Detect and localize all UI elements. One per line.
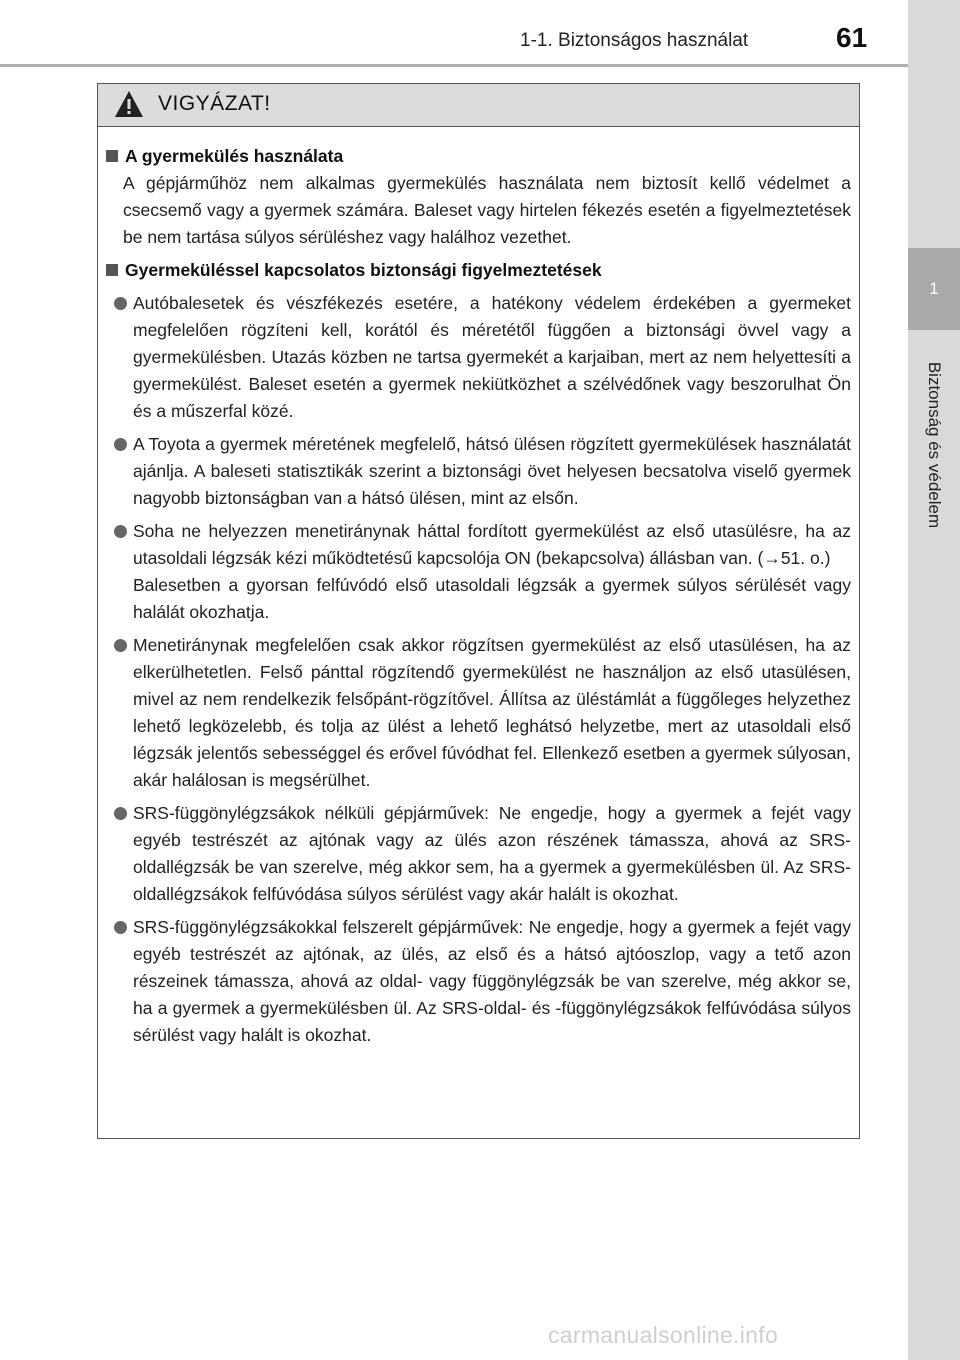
section-heading	[106, 257, 851, 284]
list-item	[114, 518, 851, 626]
warning-triangle-icon	[114, 90, 144, 118]
list-item-text: Balesetben a gyorsan felfúvódó első utasoldali légzsák a gyermek súlyos sérülését vagy halálát okozhatja.	[133, 575, 851, 622]
section-child-safety-warnings	[106, 257, 851, 1049]
circle-bullet-icon	[114, 438, 127, 451]
running-header-title: 1-1. Biztonságos használat	[520, 30, 749, 51]
section-heading-text: A gyermekülés használata	[125, 146, 344, 166]
header-divider	[0, 64, 908, 67]
section-child-seat-usage	[106, 143, 851, 251]
list-item	[114, 800, 851, 908]
warning-title: VIGYÁZAT!	[158, 92, 271, 115]
section-heading	[106, 143, 851, 170]
list-item-text: Soha ne helyezzen menetiránynak háttal fordított gyermekülést az első utasülésre, ha az utasoldali légzsák kézi működtetésű kapcsolója ON (bekapcsolva) állásban van. (→51. o.)	[133, 521, 851, 568]
side-tab-chapter-number: 1	[908, 248, 960, 330]
list-item-text: SRS-függönylégzsákok nélküli gépjárművek: Ne engedje, hogy a gyermek a fejét vagy egyéb testrészét az ajtónak vagy az ülés azon részének támassza, ahová az SRS-oldallégzsák be van szerelve, még akkor sem, ha a gyermek a gyermekülésben ül. Az SRS-oldallégzsákok felfúvódása súlyos sérülést vagy akár halált is okozhat.	[133, 803, 851, 904]
watermark: carmanualsonline.info	[548, 1322, 779, 1348]
list-item	[114, 914, 851, 1049]
side-tab-strip	[908, 0, 960, 1360]
circle-bullet-icon	[114, 921, 127, 934]
circle-bullet-icon	[114, 807, 127, 820]
list-item-text: Autóbalesetek és vészfékezés esetére, a hatékony védelem érdekében a gyermeket megfelelően rögzíteni kell, korától és méretétől függően a biztonsági övvel vagy a gyermekülésben. Utazás közben ne tartsa gyermekét a karjaiban, mert az nem helyettesíti a gyermekülést. Baleset esetén a gyermek nekiütközhet a szélvédőnek vagy beszorulhat Ön és a műszerfal közé.	[133, 293, 851, 421]
list-item-text: A Toyota a gyermek méretének megfelelő, hátsó ülésen rögzített gyermekülések használatát ajánlja. A baleseti statisztikák szerint a biztonsági övet helyesen becsatolva viselő gyermek nagyobb biztonságban van a hátsó ülésen, mint az elsőn.	[133, 434, 851, 508]
warning-content	[98, 127, 859, 1049]
square-bullet-icon	[106, 264, 118, 276]
list-item	[114, 431, 851, 512]
circle-bullet-icon	[114, 525, 127, 538]
list-item	[114, 632, 851, 794]
list-item-text: SRS-függönylégzsákokkal felszerelt gépjárművek: Ne engedje, hogy a gyermek a fejét vagy egyéb testrészét az ajtónak, az ülés, az első és a hátsó ajtóoszlop, vagy a tető azon részeinek támassza, ahová az oldal- vagy függönylégzsák be van szerelve, még akkor se, ha a gyermek a gyermekülésben ül. Az SRS-oldal- és -függönylégzsákok felfúvódása súlyos sérülést vagy halált is okozhat.	[133, 917, 851, 1045]
square-bullet-icon	[106, 150, 118, 162]
list-item	[114, 290, 851, 425]
list-item-text: Menetiránynak megfelelően csak akkor rögzítsen gyermekülést az első utasülésen, ha az elkerülhetetlen. Felső pánttal rögzítendő gyermekülést ne használjon az első utasülésen, mivel az nem rendelkezik felsőpánt-rögzítővel. Állítsa az üléstámlát a függőleges helyzethez lehető legközelebb, és tolja az ülést a lehető leghátsó helyzetbe, mert az utasoldali első légzsák jelentős sebességgel és erővel fúvódhat fel. Ellenkező esetben a gyermek súlyosan, akár halálosan is megsérülhet.	[133, 635, 851, 790]
section-body: A gépjárműhöz nem alkalmas gyermekülés használata nem biztosít kellő védelmet a csecsemő vagy a gyermek számára. Baleset vagy hirtelen fékezés esetén a figyelmeztetések be nem tartása súlyos sérüléshez vagy halálhoz vezethet.	[123, 173, 851, 247]
circle-bullet-icon	[114, 297, 127, 310]
warning-header	[98, 84, 859, 127]
section-heading-text: Gyermeküléssel kapcsolatos biztonsági figyelmeztetések	[125, 260, 602, 280]
warning-box	[97, 83, 860, 1139]
side-tab-chapter-title: Biztonság és védelem	[925, 361, 944, 529]
circle-bullet-icon	[114, 639, 127, 652]
page-number: 61	[836, 22, 868, 53]
